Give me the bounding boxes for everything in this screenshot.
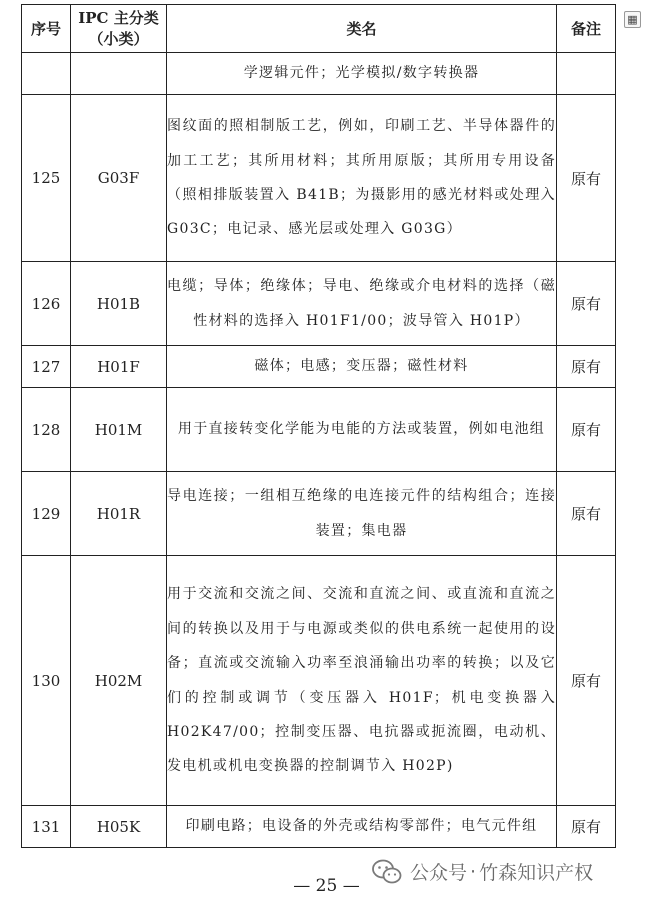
table-row xyxy=(22,472,616,556)
row-ipc-code: G03F xyxy=(71,95,167,262)
row-index: 128 xyxy=(22,388,71,472)
ipc-table xyxy=(21,4,616,848)
row-note: 原有 xyxy=(557,388,616,472)
table-row xyxy=(22,95,616,262)
row-ipc-code: H01B xyxy=(71,262,167,346)
watermark-separator: · xyxy=(470,860,477,883)
header-ipc-line2: （小类） xyxy=(88,29,149,48)
row-index: 129 xyxy=(22,472,71,556)
row-note: 原有 xyxy=(557,556,616,806)
row-description: 用于交流和交流之间、交流和直流之间、或直流和直流之间的转换以及用于与电源或类似的供电系统一起使用的设备；直流或交流输入功率至浪涌输出功率的转换；以及它们的控制或调节（变压器入 H01F；机电变换器入 H02K47/00；控制变压器、电抗器或扼流圈，电动机、发电机或机电变换器的控制调节入 H02P) xyxy=(167,556,557,806)
table-header-row xyxy=(22,5,616,53)
row-index: 130 xyxy=(22,556,71,806)
table-row xyxy=(22,262,616,346)
continuation-text: 学逻辑元件；光学模拟/数字转换器 xyxy=(167,53,557,95)
header-ipc-line1: IPC 主分类 xyxy=(78,8,159,27)
row-ipc-code: H02M xyxy=(71,556,167,806)
watermark-account-name: 竹森知识产权 xyxy=(479,862,594,884)
row-note: 原有 xyxy=(557,95,616,262)
row-description: 图纹面的照相制版工艺，例如，印刷工艺、半导体器件的加工工艺；其所用材料；其所用原版；其所用专用设备（照相排版装置入 B41B；为摄影用的感光材料或处理入 G03C；电记录、感光层或处理入 G03G） xyxy=(167,95,557,262)
row-ipc-code: H01F xyxy=(71,346,167,388)
row-description: 电缆；导体；绝缘体；导电、绝缘或介电材料的选择（磁性材料的选择入 H01F1/00；波导管入 H01P） xyxy=(167,262,557,346)
watermark-label: 公众号 xyxy=(410,862,468,884)
header-note: 备注 xyxy=(557,5,616,53)
header-index: 序号 xyxy=(22,5,71,53)
header-ipc xyxy=(71,5,167,53)
table-row xyxy=(22,346,616,388)
table-row-continuation xyxy=(22,53,616,95)
page-number: — 25 — xyxy=(293,876,360,896)
row-note: 原有 xyxy=(557,346,616,388)
table-row xyxy=(22,388,616,472)
row-note: 原有 xyxy=(557,262,616,346)
row-note: 原有 xyxy=(557,806,616,848)
row-index: 126 xyxy=(22,262,71,346)
row-index: 131 xyxy=(22,806,71,848)
row-description: 印刷电路；电设备的外壳或结构零部件；电气元件组 xyxy=(167,806,557,848)
table-row xyxy=(22,806,616,848)
row-index: 125 xyxy=(22,95,71,262)
table-row xyxy=(22,556,616,806)
row-description: 用于直接转变化学能为电能的方法或装置，例如电池组 xyxy=(167,388,557,472)
row-description: 导电连接；一组相互绝缘的电连接元件的结构组合；连接装置；集电器 xyxy=(167,472,557,556)
row-ipc-code: H01M xyxy=(71,388,167,472)
row-index: 127 xyxy=(22,346,71,388)
row-ipc-code: H05K xyxy=(71,806,167,848)
image-grid-icon[interactable]: ▦ xyxy=(624,11,641,28)
row-note: 原有 xyxy=(557,472,616,556)
row-description: 磁体；电感；变压器；磁性材料 xyxy=(167,346,557,388)
row-ipc-code: H01R xyxy=(71,472,167,556)
header-name: 类名 xyxy=(167,5,557,53)
